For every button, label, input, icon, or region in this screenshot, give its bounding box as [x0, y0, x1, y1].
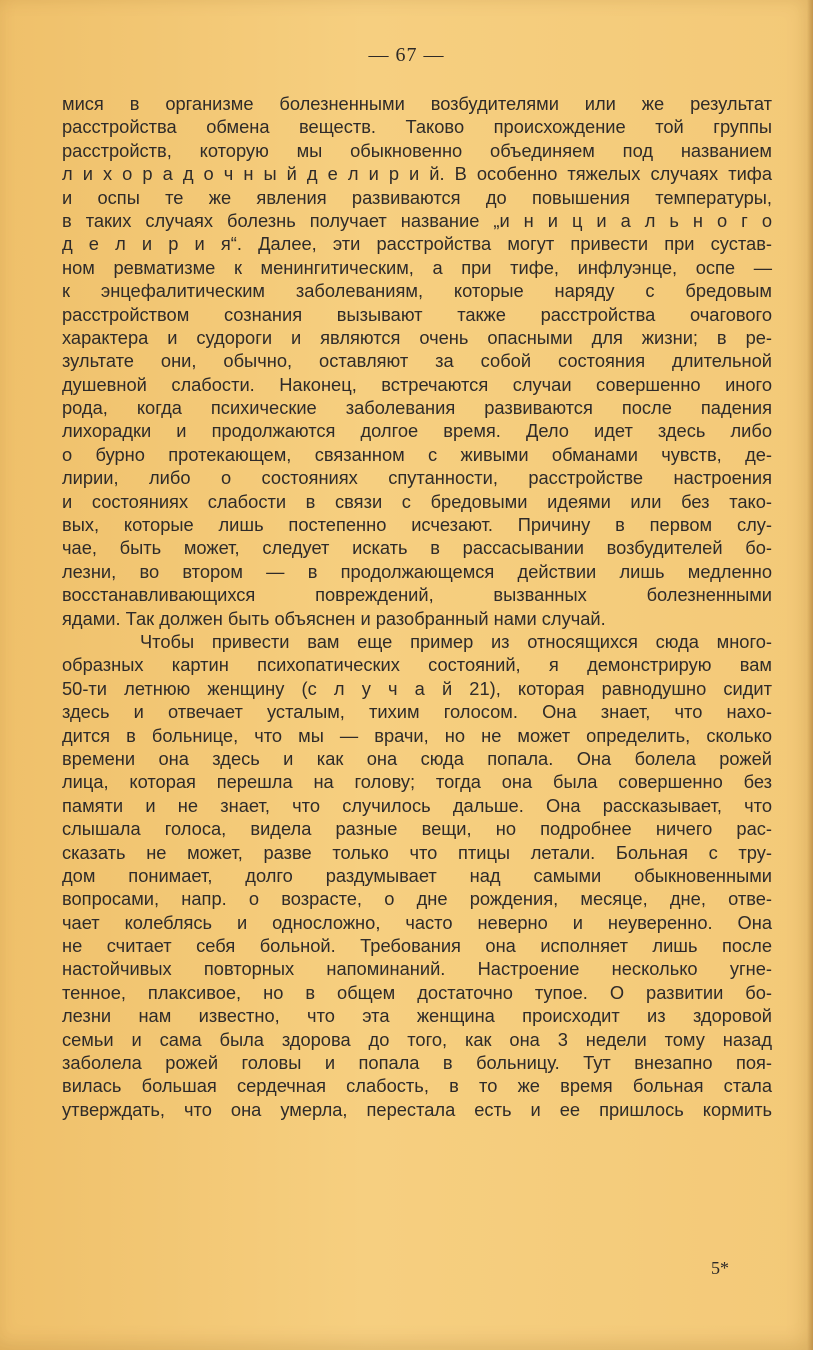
text-line: мися в организме болезненными возбудителями или же результат [62, 93, 772, 114]
text-line: душевной слабости. Наконец, встречаются случаи совершенно иного [62, 373, 772, 395]
text-line: л и х о р а д о ч н ы й д е л и р и й. В особенно тяжелых случаях тифа [62, 163, 772, 185]
text-line: здесь и отвечает усталым, тихим голосом. Она знает, что нахо- [62, 701, 772, 723]
text-line: характера и судороги и являются очень опасными для жизни; в ре- [62, 326, 772, 348]
text-line: ядами. Так должен быть объяснен и разобранный нами случай. [62, 607, 606, 629]
text-line: вых, которые лишь постепенно исчезают. Причину в первом слу- [62, 514, 772, 536]
text-line: лица, которая перешла на голову; тогда она была совершенно без [62, 771, 772, 793]
text-line: к энцефалитическим заболеваниям, которые наряду с бредовым [62, 280, 772, 302]
text-line: в таких случаях болезнь получает название „и н и ц и а л ь н о г о [62, 209, 772, 231]
text-line: и состояниях слабости в связи с бредовыми идеями или без тако- [62, 490, 772, 512]
text-line: лирии, либо о состояниях спутанности, расстройстве настроения [62, 467, 772, 489]
text-line: лихорадки и продолжаются долгое время. Дело идет здесь либо [62, 420, 772, 442]
signature-mark: 5* [711, 1258, 729, 1278]
text-line: дом понимает, долго раздумывает над самыми обыкновенными [62, 864, 772, 886]
text-line: дится в больнице, что мы — врачи, но не может определить, сколько [62, 724, 772, 746]
text-line: сказать не может, разве только что птицы летали. Больная с тру- [62, 841, 772, 863]
text-line: вилась большая сердечная слабость, в то же время больная стала [62, 1075, 772, 1097]
text-line: памяти и не знает, что случилось дальше. Она рассказывает, что [62, 794, 772, 816]
text-line: восстанавливающихся повреждений, вызванных болезненными [62, 584, 772, 606]
text-line: утверждать, что она умерла, перестала есть и ее пришлось кормить [62, 1098, 772, 1120]
text-line: о бурно протекающем, связанном с живыми обманами чувств, де- [62, 443, 772, 465]
text-line: заболела рожей головы и попала в больницу. Тут внезапно поя- [62, 1052, 772, 1074]
text-line: не считает себя больной. Требования она исполняет лишь после [62, 935, 772, 957]
text-line: времени она здесь и как она сюда попала. Она болела рожей [62, 747, 772, 769]
text-line: образных картин психопатических состояний, я демонстрирую вам [62, 654, 772, 676]
text-line: расстройства обмена веществ. Таково происхождение той группы [62, 116, 772, 138]
text-line: чает колеблясь и односложно, часто неверно и неуверенно. Она [62, 911, 772, 933]
text-line: вопросами, напр. о возрасте, о дне рождения, месяце, дне, отве- [62, 888, 772, 910]
text-line: зультате они, обычно, оставляют за собой состояния длительной [62, 350, 772, 372]
text-line: 50-ти летнюю женщину (с л у ч а й 21), которая равнодушно сидит [62, 677, 772, 699]
text-line: ном ревматизме к менингитическим, а при тифе, инфлуэнце, оспе — [62, 256, 772, 278]
page-number: — 67 — [368, 44, 445, 66]
text-line: тенное, плаксивое, но в общем достаточно тупое. О развитии бо- [62, 981, 772, 1003]
text-line: лезни нам известно, что эта женщина происходит из здоровой [62, 1005, 772, 1027]
text-line: настойчивых повторных напоминаний. Настроение несколько угне- [62, 958, 772, 980]
text-line: слышала голоса, видела разные вещи, но подробнее ничего рас- [62, 818, 772, 840]
text-line: Чтобы привести вам еще пример из относящихся сюда много- [140, 630, 772, 652]
text-line: семьи и сама была здорова до того, как она 3 недели тому назад [62, 1028, 772, 1050]
body-text [62, 92, 772, 1121]
text-line: д е л и р и я“. Далее, эти расстройства могут привести при сустав- [62, 233, 772, 255]
text-line: и оспы те же явления развиваются до повышения температуры, [62, 186, 772, 208]
text-line: рода, когда психические заболевания развиваются после падения [62, 397, 772, 419]
page-edge-shadow [807, 0, 813, 1350]
text-line: чае, быть может, следует искать в рассасывании возбудителей бо- [62, 537, 772, 559]
text-line: лезни, во втором — в продолжающемся действии лишь медленно [62, 560, 772, 582]
text-line: расстройств, которую мы обыкновенно объединяем под названием [62, 139, 772, 161]
text-line: расстройством сознания вызывают также расстройства очагового [62, 303, 772, 325]
